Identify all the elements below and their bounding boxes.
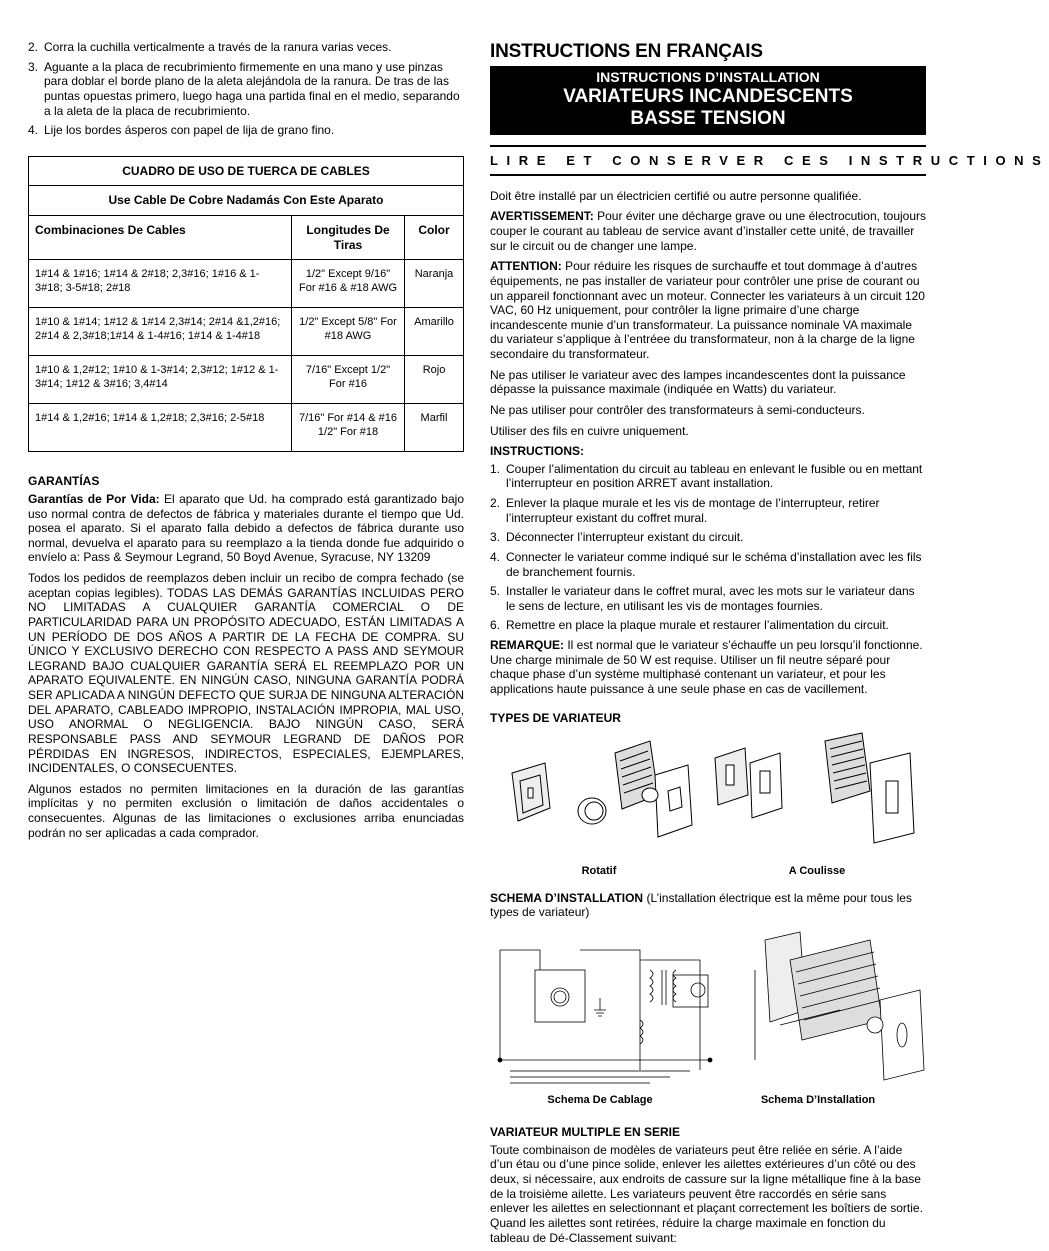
wiring-diagram — [498, 950, 712, 1070]
cell-combos: 1#10 & 1,2#12; 1#10 & 1-3#14; 2,3#12; 1#12 & 1-3#14; 1#12 & 3#16; 3,4#14 — [29, 356, 292, 404]
left-column — [28, 40, 464, 846]
col-header-combos: Combinaciones De Cables — [29, 216, 292, 260]
caption-rotatif: Rotatif — [581, 865, 617, 878]
list-item — [490, 550, 926, 579]
spanish-steps — [28, 40, 464, 138]
list-item — [28, 123, 464, 138]
step-text: Remettre en place la plaque murale et restaurer l’alimentation du circuit. — [506, 618, 889, 633]
table-row — [29, 308, 464, 356]
garantias-text: El aparato que Ud. ha comprado está garantizado bajo uso normal contra de defectos de fábrica y materiales durante el tiempo que Ud. posea el aparato. Si el aparato falla debido a defectos de fábrica durante uso normal, devuelva el aparato para su reemplazo a la tienda donde fue adquirido o envíelo a: Pass & Seymour Legrand, 50 Boyd Avenue, Syracuse, NY 13209 — [28, 491, 464, 565]
banner-title-line-1: VARIATEURS INCANDESCENTS — [563, 86, 853, 108]
dimmer-type-captions — [490, 865, 926, 878]
cell-color: Amarillo — [405, 308, 464, 356]
step-number: 4. — [28, 123, 39, 138]
garantias-heading: GARANTÍAS — [28, 474, 100, 489]
table-row — [29, 356, 464, 404]
step-number: 5. — [490, 584, 501, 599]
caption-installation: Schema D’Installation — [760, 1093, 876, 1106]
step-text: Couper l’alimentation du circuit au tableau en enlevant le fusible ou en mettant l’interrupteur en position ARRET avant installation. — [506, 461, 923, 491]
schema-text: (L’installation électrique est la même pour tous les types de variateur) — [490, 890, 912, 920]
list-item — [28, 60, 464, 119]
attention-text: Pour réduire les risques de surchauffe et tout dommage à d’autres équipements, ne pas installer de variateur pour contrôler une prise de courant ou un appareil fonctionnant avec un moteur. Connecter les variateurs à un circuit 120 VAC, 60 Hz uniquement, pour contrôler la ligne primaire d’une charge incandescente munie d’un transformateur. La puissance nominale VA maximale du variateur s’applique à l’entréee du transformateur, non à la charge de la ligne secondaire du transformateur. — [490, 259, 925, 362]
cell-length: 1/2" Except 9/16" For #16 & #18 AWG — [292, 260, 405, 308]
cell-color: Marfil — [405, 404, 464, 452]
attention-label: ATTENTION: — [490, 259, 562, 274]
col-header-color: Color — [405, 216, 464, 260]
caption-coulisse: A Coulisse — [788, 865, 846, 878]
step-number: 3. — [28, 59, 39, 74]
rotary-dimmer-drawing — [512, 763, 606, 824]
list-item — [28, 40, 464, 55]
wiring-diagrams — [490, 930, 926, 1090]
instructions-heading: INSTRUCTIONS: — [490, 444, 584, 459]
table-subtitle: Use Cable De Cobre Nadamás Con Este Aparato — [29, 186, 464, 216]
cell-length: 7/16" For #14 & #16 1/2" For #18 — [292, 404, 405, 452]
list-item — [490, 496, 926, 525]
cell-color: Naranja — [405, 260, 464, 308]
read-keep-banner: LIRE ET CONSERVER CES INSTRUCTIONS — [490, 145, 926, 176]
step-text: Enlever la plaque murale et les vis de montage de l’interrupteur, retirer l’interrupteur existant du coffret mural. — [506, 496, 880, 525]
warning-paragraph — [490, 209, 926, 253]
semiconductor-note: Ne pas utiliser pour contrôler des transformateurs à semi-conducteurs. — [490, 402, 865, 417]
step-number: 3. — [490, 530, 501, 545]
cell-length: 7/16" Except 1/2" For #16 — [292, 356, 405, 404]
warning-text: Pour éviter une décharge grave ou une électrocution, toujours couper le courant au tableau de service avant d’installer cette unité, de travailler sur le circuit ou de changer une lampe. — [490, 209, 927, 253]
garantias-paragraph-3: Algunos estados no permiten limitaciones en la duración de las garantías implícitas y no permiten exclusión o limitación de daños accidentales o consecuentes. Algunas de las limitaciones o exclusiones arriba enunciadas podrán no ser aplicadas a cada comprador. — [28, 781, 464, 840]
cell-combos: 1#14 & 1,2#16; 1#14 & 1,2#18; 2,3#16; 2-5#18 — [29, 404, 292, 452]
list-item — [490, 530, 926, 545]
step-number: 1. — [490, 461, 501, 476]
step-number: 2. — [28, 40, 39, 54]
cell-color: Rojo — [405, 356, 464, 404]
remark-label: REMARQUE: — [490, 638, 564, 653]
caption-cablage: Schema De Cablage — [547, 1093, 653, 1106]
table-row — [29, 260, 464, 308]
multiple-heading: VARIATEUR MULTIPLE EN SERIE — [490, 1125, 681, 1140]
cell-combos: 1#14 & 1#16; 1#14 & 2#18; 2,3#16; 1#16 & 1-3#18; 3-5#18; 2#18 — [29, 260, 292, 308]
step-text: Lije los bordes ásperos con papel de lija de grano fino. — [44, 123, 335, 138]
step-text: Aguante a la placa de recubrimiento firmemente en una mano y use pinzas para doblar el borde plano de la aleta alejándola de la ranura. De tras de las puntas opuestas primero, luego haga una partida final en el medio, separando a la aleta de la placa de recubrimiento. — [44, 59, 460, 118]
wattage-note: Ne pas utiliser le variateur avec des lampes incandescentes dont la puissance dépasse la puissance maximale (indiquée en Watts) du variateur. — [490, 367, 906, 397]
right-column — [490, 40, 1049, 1251]
step-text: Corra la cuchilla verticalmente a través de la ranura varias veces. — [44, 40, 392, 54]
wiring-diagram-tiny-labels — [510, 1070, 690, 1084]
banner-title-line-2: BASSE TENSION — [630, 108, 786, 130]
dimmer-types-illustration — [490, 733, 926, 863]
types-heading: TYPES DE VARIATEUR — [490, 710, 621, 725]
list-item — [490, 618, 926, 633]
list-item — [490, 462, 926, 491]
attention-paragraph — [490, 259, 926, 361]
page-title: INSTRUCTIONS EN FRANÇAIS — [490, 41, 763, 62]
schema-paragraph — [490, 891, 926, 920]
cell-combos: 1#10 & 1#14; 1#12 & 1#14 2,3#14; 2#14 &1,2#16; 2#14 & 2,3#18;1#14 & 1-4#16; 1#14 & 1-4#18 — [29, 308, 292, 356]
installation-diagram — [755, 932, 924, 1080]
table-title: CUADRO DE USO DE TUERCA DE CABLES — [29, 156, 464, 186]
french-steps — [490, 462, 926, 633]
schema-label: SCHEMA D’INSTALLATION — [490, 890, 644, 905]
list-item — [490, 584, 926, 613]
garantias-label: Garantías de Por Vida: — [28, 491, 160, 506]
multiple-paragraph: Toute combinaison de modèles de variateurs peut être reliée en série. A l’aide d’un étau ou d’une pince solide, enlever les ailettes extérieures d’un côté ou des deux, si nécessaire, aux endroits de cassure sur la ligne métallique fine à la base de la troisième ailette. Les variateurs peuvent être raccordés en série sans enlever les ailettes en selectionnant et plaçant correctement les boîtiers de sortie. Quand les ailettes sont retirées, réduire la charge maximale en fonction du tableau de Dé-Classement suivant: — [490, 1142, 923, 1245]
rotary-dimmer-heatsink-drawing — [615, 741, 692, 837]
garantias-paragraph — [28, 492, 464, 565]
table-row — [29, 404, 464, 452]
step-text: Installer le variateur dans le coffret mural, avec les mots sur le variateur dans le sens de lecture, en utilisant les vis de montages fournies. — [506, 584, 915, 613]
cell-length: 1/2" Except 5/8" For #18 AWG — [292, 308, 405, 356]
col-header-length: Longitudes De Tiras — [292, 216, 405, 260]
remark-text: Il est normal que le variateur s’échauffe un peu lorsqu’il fonctionne. Une charge minimale de 50 W est requise. Utiliser un fil neutre séparé pour chaque phase d’un système multiphasé contenant un variateur, et pour les applications haute puissance à une seule phase en cas de vacillement. — [490, 638, 923, 696]
title-banner — [490, 66, 926, 135]
step-number: 6. — [490, 618, 501, 633]
step-text: Connecter le variateur comme indiqué sur le schéma d’installation avec les fils de branchement fournis. — [506, 549, 922, 579]
banner-subtitle: INSTRUCTIONS D’INSTALLATION — [596, 69, 820, 86]
copper-note: Utiliser des fils en cuivre uniquement. — [490, 423, 689, 438]
wire-nut-table — [28, 156, 464, 453]
schema-captions — [490, 1094, 926, 1107]
step-number: 2. — [490, 496, 501, 511]
slide-dimmer-heatsink-drawing — [825, 733, 914, 843]
garantias-paragraph-2: Todos los pedidos de reemplazos deben incluir un recibo de compra fechado (se aceptan copias legibles). TODAS LAS DEMÁS GARANTÍAS INCLUIDAS PERO NO LIMITADAS A CUALQUIER GARANTÍA COMERCIAL O DE PARTICULARIDAD PARA UN PROPÓSITO ADECUADO, ESTÁN LIMITADAS A UN PERÍODO DE DOS AÑOS A PARTIR DE LA FECHA DE COMPRA. SU ÚNICO Y EXCLUSIVO DERECHO CON RESPECTO A PASS AND SEYMOUR LEGRAND BAJO CUALQUIER GARANTÍA SERÁ EL REEMPLAZO POR UN APARATO EQUIVALENTE. EN NINGÚN CASO, NINGUNA GARANTÍA PODRÁ SER APLICADA A NINGÚN DEFECTO QUE SURJA DE NINGUNA ALTERACIÓN DEL APARATO, CABLEADO IMPROPIO, INSTALACIÓN IMPROPIA, MAL USO, USO ANORMAL O NEGLIGENCIA. BAJO NINGÚN CASO, SERÁ RESPONSABLE PASS AND SEYMOUR LEGRAND DE DAÑOS POR PÉRDIDAS EN INGRESOS, INDIRECTOS, ESPECIALES, EJEMPLARES, INCIDENTALES, O CONSECUENTES. — [28, 571, 464, 776]
step-number: 4. — [490, 549, 501, 564]
slide-dimmer-drawing — [715, 748, 782, 818]
step-text: Déconnecter l’interrupteur existant du circuit. — [506, 530, 744, 545]
certified-note: Doit être installé par un électricien certifié ou autre personne qualifiée. — [490, 188, 862, 203]
warning-label: AVERTISSEMENT: — [490, 209, 594, 224]
remark-paragraph — [490, 638, 926, 697]
